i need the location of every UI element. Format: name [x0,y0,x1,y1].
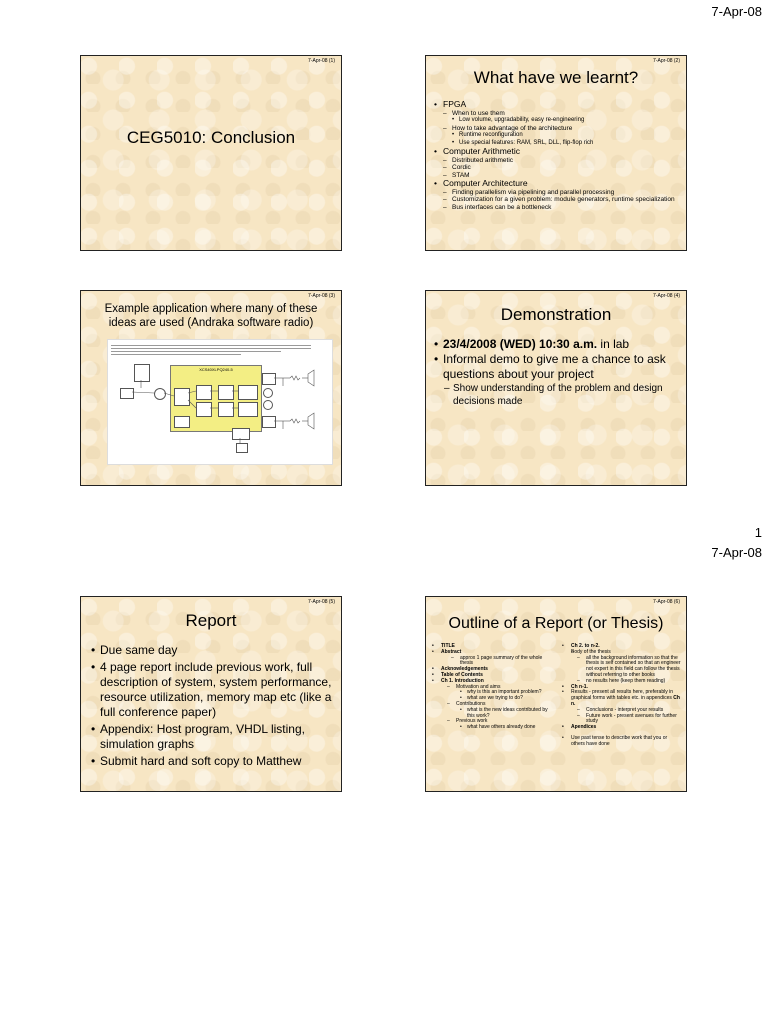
list-item: • TITLE [432,644,552,650]
list-item [432,650,552,667]
bullet-text: When to use them [452,109,505,117]
page-header-date: 7-Apr-08 [711,4,762,19]
slide-title: Report [185,611,237,630]
slide-title: What have we learnt? [473,68,639,87]
bullet-text: How to take advantage of the architecture [452,124,573,132]
slide-title: CEG5010: Conclusion [126,128,296,147]
list-item: – no results here (keep them reading) [577,679,682,685]
list-item: – Distributed arithmetic [443,157,680,165]
list-item: – Cordic [443,164,680,172]
list-item: – Show understanding of the problem and design decisions made [444,382,678,408]
list-item [562,690,682,725]
slide-3 [80,290,342,486]
list-item [434,100,680,147]
bullet-text: Computer Architecture [443,178,528,188]
list-item: – Bus interfaces can be a bottleneck [443,204,680,212]
chip-label: XCS40XLPQ240-5 [199,367,233,372]
list-item: • Use past tense to describe work that you or others have done [562,736,682,748]
slide-5 [80,596,342,792]
slide-date: 7-Apr-08 (1) [308,58,335,64]
list-item [447,719,552,731]
left-column [432,644,552,731]
list-item: • Table of Contents [432,673,552,679]
bullet-text: Contributions [456,700,486,707]
slide-date: 7-Apr-08 (5) [308,599,335,605]
page-header-date: 7-Apr-08 [711,545,762,560]
slide-title: Example application where many of these ideas are used (Andraka software radio) [104,303,318,329]
bullet-text: Previous work [456,718,488,725]
list-item: • why is this an important problem? [460,690,552,696]
list-item: – Customization for a given problem: module generators, runtime specialization [443,196,680,204]
right-column [562,644,682,748]
list-item: • Submit hard and soft copy to Matthew [91,754,333,769]
list-item: • 4 page report include previous work, full description of system, system performance, resource utilization, memory map etc (like a full conference paper) [91,660,333,720]
list-item: – Finding parallelism via pipelining and parallel processing [443,189,680,197]
slide-date: 7-Apr-08 (6) [653,599,680,605]
slide-body [434,100,680,211]
slide-title: Outline of a Report (or Thesis) [448,615,664,632]
bullet-text: Ch 1. Introduction [441,677,484,684]
bullet-text: FPGA [443,99,467,109]
list-item: • what are we trying to do? [460,696,552,702]
bullet-text: Results - present all results here, preferably in graphical forms with tables etc. in appendices [571,689,674,702]
list-item: • Ch n-1. [562,685,682,691]
list-item [443,110,680,125]
list-item: • Appendix: Host program, VHDL listing, simulation graphs [91,722,333,752]
list-item: • Apendices [562,725,682,731]
list-item: • Acknowledgements [432,667,552,673]
slide-6 [425,596,687,792]
slide-1 [80,55,342,251]
bullet-text: Computer Arithmetic [443,146,520,156]
bullet-text: Abstract [441,648,462,655]
list-item: • Runtime reconfiguration [452,132,680,140]
list-item [447,702,552,719]
bullet-text: Body of the thesis [571,648,611,655]
page-number: 1 [754,525,762,540]
demo-date: 23/4/2008 (WED) 10:30 a.m. [443,337,598,351]
slide-title: Demonstration [500,305,612,324]
list-item [443,125,680,148]
bullet-text: Motivation and aims [456,683,501,690]
list-item: – Conclusions - interpret your results [577,708,682,714]
slide-body [91,643,333,769]
slide-date: 7-Apr-08 (2) [653,58,680,64]
list-item [434,147,680,179]
list-item: • what have others already done [460,725,552,731]
list-item [432,679,552,731]
demo-location: in lab [597,337,630,351]
block-diagram-figure [107,339,333,465]
list-item [434,179,680,211]
list-item: • what is the new ideas contributed by this work? [460,708,552,720]
list-item: – STAM [443,172,680,180]
bullet-text-bold: Ch n. [571,695,680,707]
slide-4 [425,290,687,486]
slide-date: 7-Apr-08 (3) [308,293,335,299]
list-item [434,337,678,352]
slide-body [434,337,678,408]
list-item [434,352,678,408]
list-item: • Due same day [91,643,333,658]
list-item: • Low volume, upgradability, easy re-engineering [452,117,680,125]
list-item: • Use special features: RAM, SRL, DLL, flip-flop rich [452,140,680,148]
list-item [447,685,552,702]
list-item [562,644,682,685]
signal-wires [108,340,332,464]
bullet-text: Ch 2. to n-2. [571,643,600,649]
slide-2 [425,55,687,251]
slide-date: 7-Apr-08 (4) [653,293,680,299]
bullet-text: Informal demo to give me a chance to ask questions about your project [443,352,666,381]
list-item: – all the background information so that the thesis is self contained so that an engineer not expert in this field can follow the thesis without referring to other books [577,656,682,679]
list-item: – Future work - present avenues for further study [577,714,682,726]
list-item: – approx 1 page summary of the whole thesis [451,656,552,668]
